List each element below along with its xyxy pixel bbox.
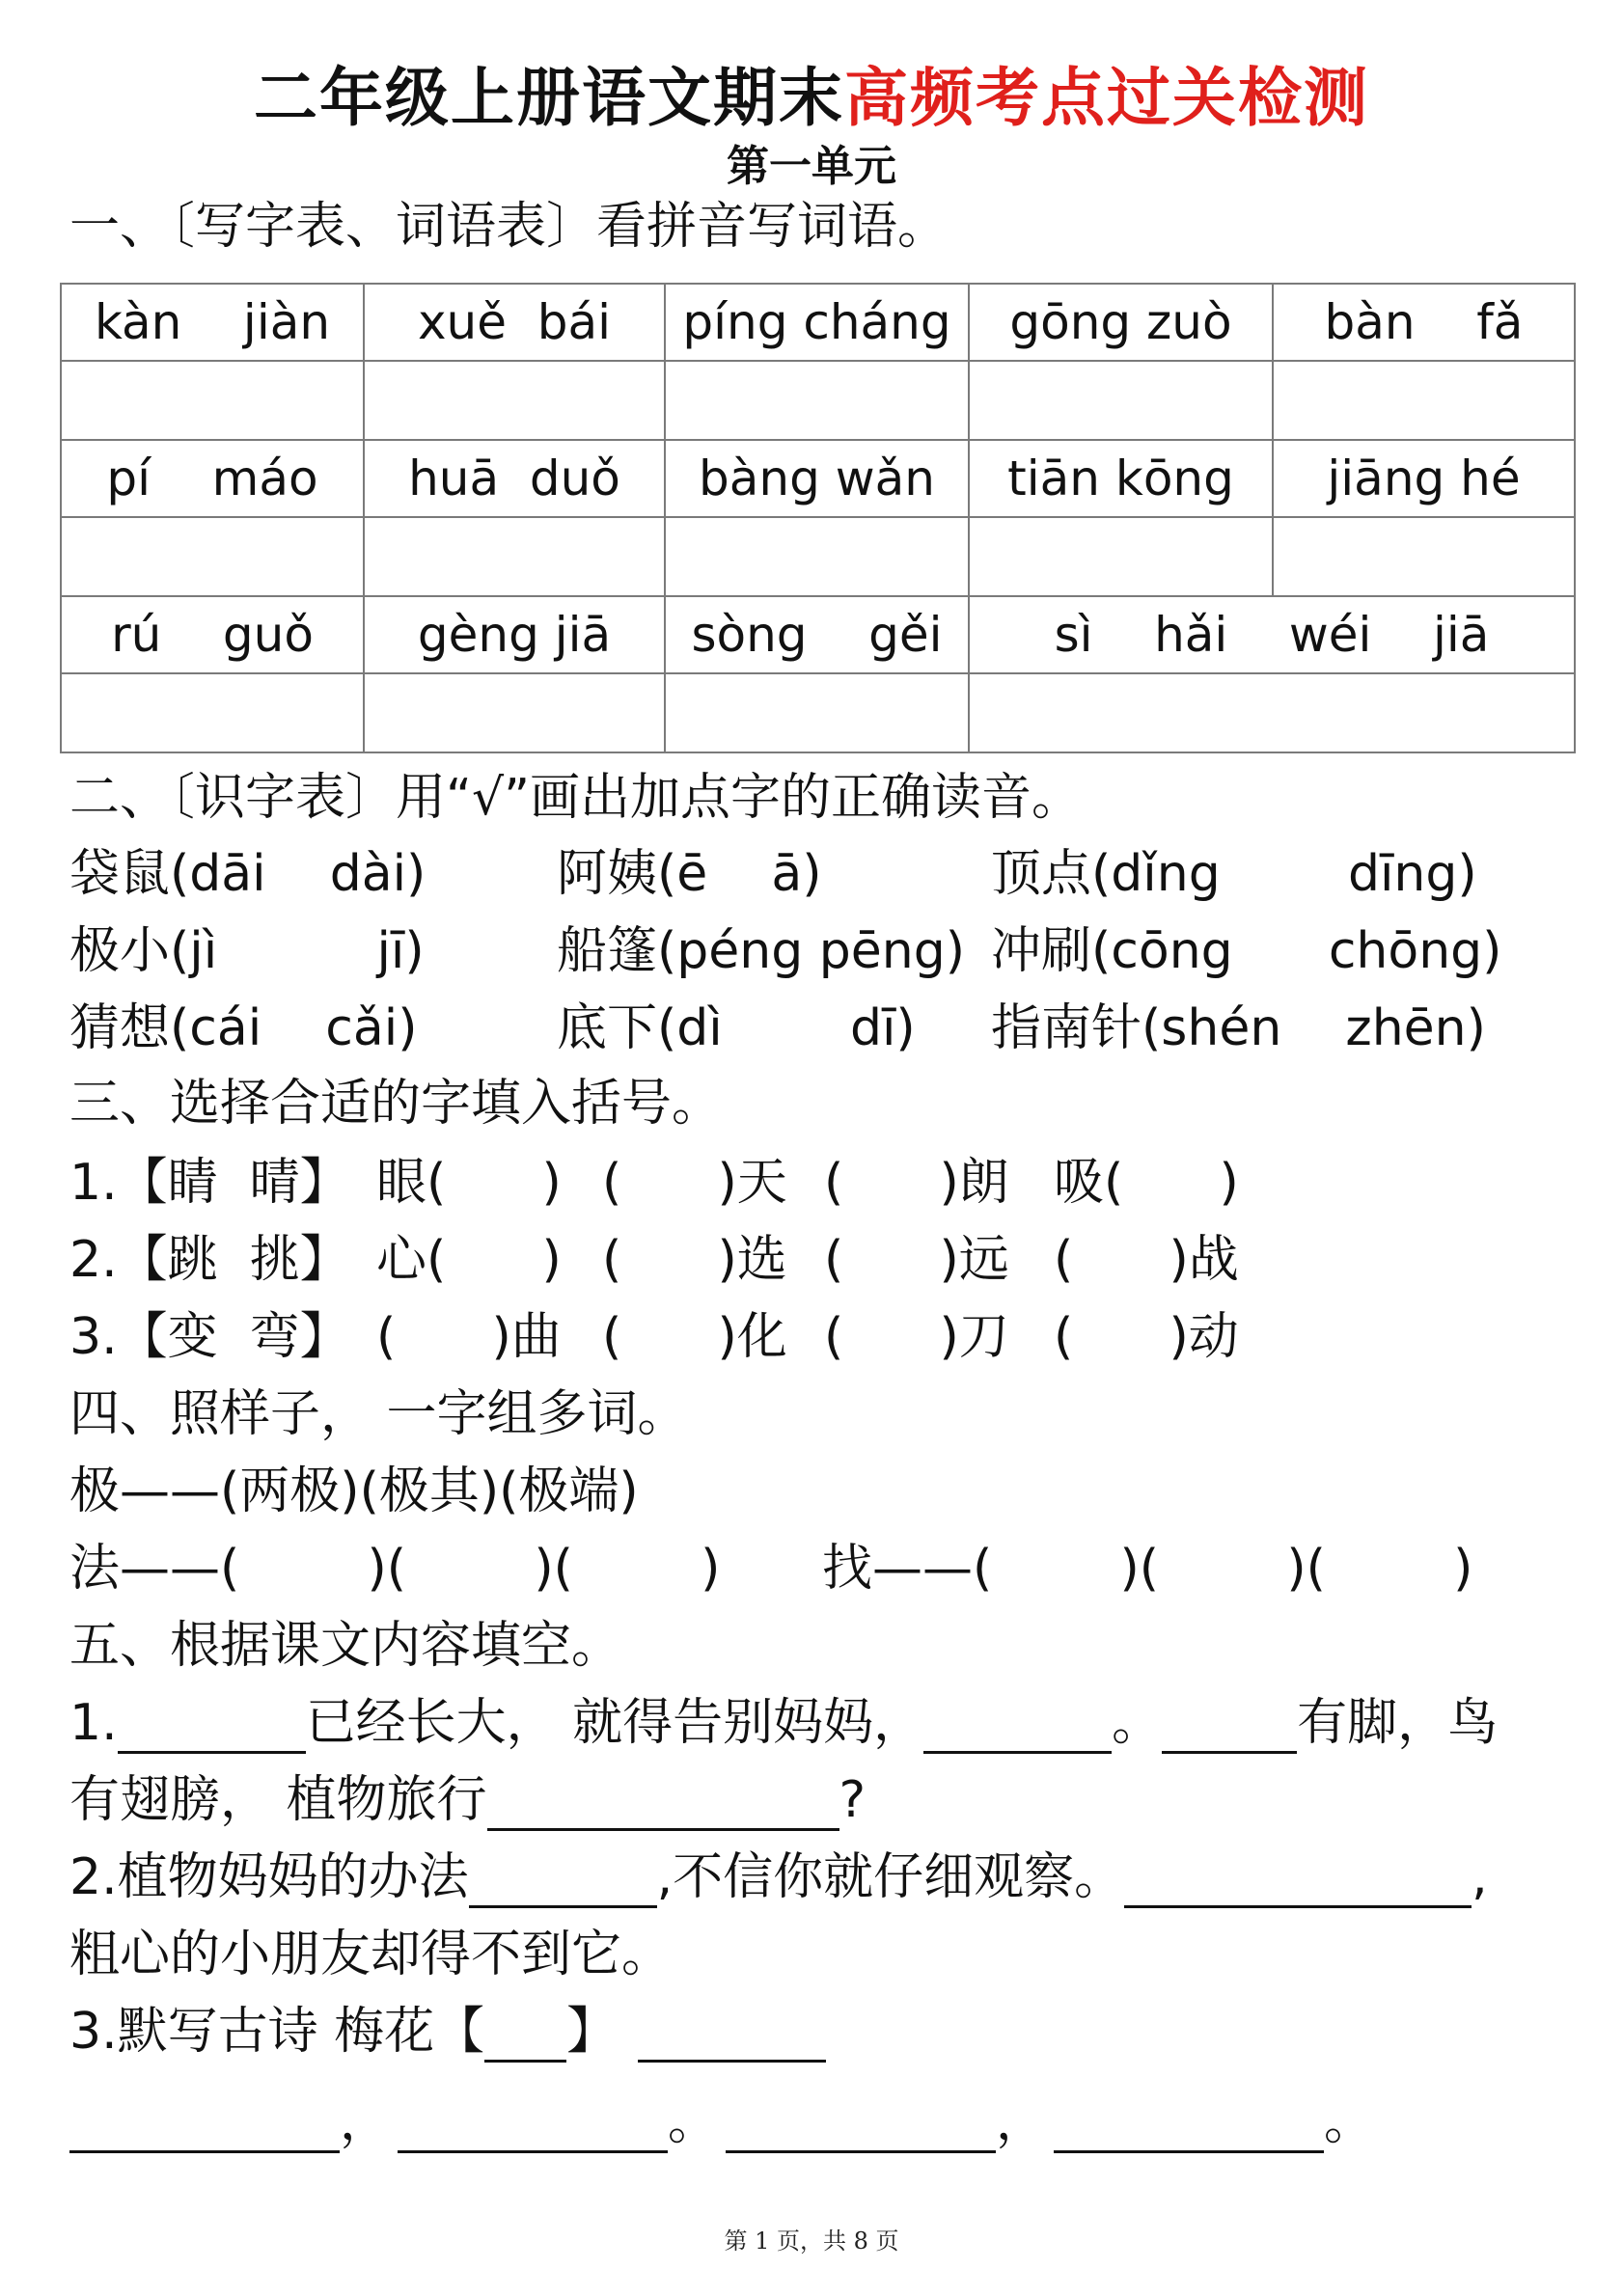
fill-line — [69, 1769, 866, 1831]
pinyin-cell: píng cháng — [665, 284, 969, 361]
reading-item[interactable]: 底下(dì dī) — [557, 999, 916, 1057]
poem-comma: ， — [340, 2093, 391, 2151]
blank-line[interactable] — [484, 2008, 566, 2063]
choice-blank[interactable]: ( )战 — [1054, 1231, 1239, 1289]
pinyin-cell: rú guǒ — [61, 596, 364, 673]
choice-blank[interactable]: ( )化 — [602, 1308, 787, 1366]
reading-row — [69, 998, 1555, 1059]
title-black: 二年级上册语文期末 — [254, 60, 844, 135]
poem-period: 。 — [668, 2093, 719, 2151]
blank-line[interactable] — [1124, 1853, 1472, 1908]
choice-blank[interactable]: ( )刀 — [824, 1308, 1009, 1366]
q1-end: ? — [839, 1771, 867, 1829]
choice-blank[interactable]: 吸( ) — [1054, 1154, 1239, 1212]
blank-line[interactable] — [923, 1699, 1112, 1754]
page-title — [0, 46, 1623, 138]
choice-label: 1.【睛 晴】 — [69, 1154, 350, 1212]
blank-line[interactable] — [398, 2098, 668, 2153]
pinyin-cell: bàn fǎ — [1273, 284, 1575, 361]
section4-heading: 四、照样子， 一字组多词。 — [69, 1385, 688, 1443]
q2-text-a: 2.植物妈妈的办法 — [69, 1848, 469, 1906]
pinyin-cell: pí máo — [61, 440, 364, 517]
answer-cell[interactable] — [665, 673, 969, 752]
q1-line2: 有翅膀， 植物旅行 — [69, 1771, 487, 1829]
reading-row — [69, 843, 1555, 905]
pinyin-row — [61, 440, 1575, 517]
answer-cell[interactable] — [61, 673, 364, 752]
choice-row — [69, 1229, 1555, 1291]
fill-line — [69, 1692, 1498, 1754]
answer-cell[interactable] — [1273, 361, 1575, 440]
blank-line[interactable] — [487, 1776, 839, 1831]
blank-line[interactable] — [1162, 1699, 1297, 1754]
choice-blank[interactable]: 心( ) — [376, 1231, 562, 1289]
answer-cell[interactable] — [61, 361, 364, 440]
choice-blank[interactable]: ( )朗 — [824, 1154, 1009, 1212]
answer-cell[interactable] — [665, 517, 969, 596]
reading-item[interactable]: 袋鼠(dāi dài) — [69, 845, 426, 903]
answer-cell[interactable] — [61, 517, 364, 596]
answer-row — [61, 361, 1575, 440]
pinyin-cell: huā duǒ — [364, 440, 665, 517]
answer-row — [61, 517, 1575, 596]
example-line: 极——(两极)(极其)(极端) — [69, 1462, 639, 1520]
choice-blank[interactable]: ( )动 — [1054, 1308, 1239, 1366]
poem-comma: ， — [996, 2093, 1047, 2151]
blank-line[interactable] — [1054, 2098, 1324, 2153]
choice-blank[interactable]: ( )选 — [602, 1231, 787, 1289]
pinyin-cell: sì hǎi wéi jiā — [969, 596, 1575, 673]
reading-row — [69, 920, 1555, 982]
pinyin-cell: gōng zuò — [969, 284, 1273, 361]
answer-cell[interactable] — [969, 673, 1575, 752]
q2-line2: 粗心的小朋友却得不到它。 — [69, 1926, 673, 1983]
choice-label: 2.【跳 挑】 — [69, 1231, 350, 1289]
pinyin-table — [60, 283, 1576, 753]
q1-text-c: 有脚，鸟 — [1297, 1694, 1499, 1752]
fill-line — [69, 2001, 826, 2063]
reading-item[interactable]: 指南针(shén zhēn) — [991, 999, 1486, 1057]
pinyin-cell: bàng wǎn — [665, 440, 969, 517]
page-footer: 第 1 页，共 8 页 — [724, 2228, 899, 2255]
blank-line[interactable] — [469, 1853, 657, 1908]
section3-heading: 三、选择合适的字填入括号。 — [69, 1075, 723, 1133]
answer-cell[interactable] — [364, 517, 665, 596]
section5-heading: 五、根据课文内容填空。 — [69, 1617, 622, 1675]
pinyin-cell: jiāng hé — [1273, 440, 1575, 517]
blank-line[interactable] — [118, 1699, 306, 1754]
q1-text-a: 已经长大， 就得告别妈妈， — [305, 1694, 924, 1752]
choice-blank[interactable]: ( )天 — [602, 1154, 787, 1212]
choice-label: 3.【变 弯】 — [69, 1308, 350, 1366]
q3-text-b: 】 — [566, 2003, 618, 2061]
reading-item[interactable]: 阿姨(ē ā) — [557, 845, 822, 903]
answer-cell[interactable] — [364, 673, 665, 752]
choice-row — [69, 1152, 1555, 1214]
answer-cell[interactable] — [969, 517, 1273, 596]
reading-item[interactable]: 猜想(cái cǎi) — [69, 999, 418, 1057]
choice-blank[interactable]: ( )曲 — [376, 1308, 562, 1366]
pinyin-cell: sòng gěi — [665, 596, 969, 673]
blank-line[interactable] — [726, 2098, 996, 2153]
reading-item[interactable]: 冲刷(cōng chōng) — [991, 922, 1502, 980]
pinyin-cell: tiān kōng — [969, 440, 1273, 517]
answer-cell[interactable] — [969, 361, 1273, 440]
reading-item[interactable]: 船篷(péng pēng) — [557, 922, 966, 980]
answer-cell[interactable] — [364, 361, 665, 440]
pinyin-row — [61, 596, 1575, 673]
pinyin-cell: kàn jiàn — [61, 284, 364, 361]
poem-period: 。 — [1324, 2093, 1375, 2151]
unit-subtitle: 第一单元 — [727, 142, 896, 191]
q1-text-b: 。 — [1112, 1694, 1163, 1752]
blank-line[interactable] — [638, 2008, 826, 2063]
pinyin-cell: xuě bái — [364, 284, 665, 361]
q2-text-b: ,不信你就仔细观察。 — [656, 1848, 1125, 1906]
word-group-row — [69, 1538, 1555, 1599]
word-group-fa[interactable]: 法——( )( )( ) — [69, 1540, 721, 1598]
q3-text-a: 3.默写古诗 梅花【 — [69, 2003, 485, 2061]
answer-row — [61, 673, 1575, 752]
fill-line — [69, 1846, 1488, 1908]
choice-row — [69, 1306, 1555, 1368]
answer-cell[interactable] — [1273, 517, 1575, 596]
q2-text-c: , — [1472, 1848, 1488, 1906]
choice-blank[interactable]: 眼( ) — [376, 1154, 562, 1212]
blank-line[interactable] — [69, 2098, 340, 2153]
q1-prefix: 1. — [69, 1694, 118, 1752]
title-red: 高频考点过关检测 — [844, 60, 1369, 135]
reading-item[interactable]: 顶点(dǐng dīng) — [991, 845, 1477, 903]
reading-item[interactable]: 极小(jì jī) — [69, 922, 425, 980]
pinyin-row — [61, 284, 1575, 361]
poem-line — [69, 2091, 1374, 2153]
choice-blank[interactable]: ( )远 — [824, 1231, 1009, 1289]
word-group-zhao[interactable]: 找——( )( )( ) — [822, 1540, 1473, 1598]
section1-heading: 一、〔写字表、词语表〕看拼音写词语。 — [69, 198, 949, 256]
section2-heading: 二、〔识字表〕用“√”画出加点字的正确读音。 — [69, 769, 1083, 827]
pinyin-cell: gèng jiā — [364, 596, 665, 673]
answer-cell[interactable] — [665, 361, 969, 440]
